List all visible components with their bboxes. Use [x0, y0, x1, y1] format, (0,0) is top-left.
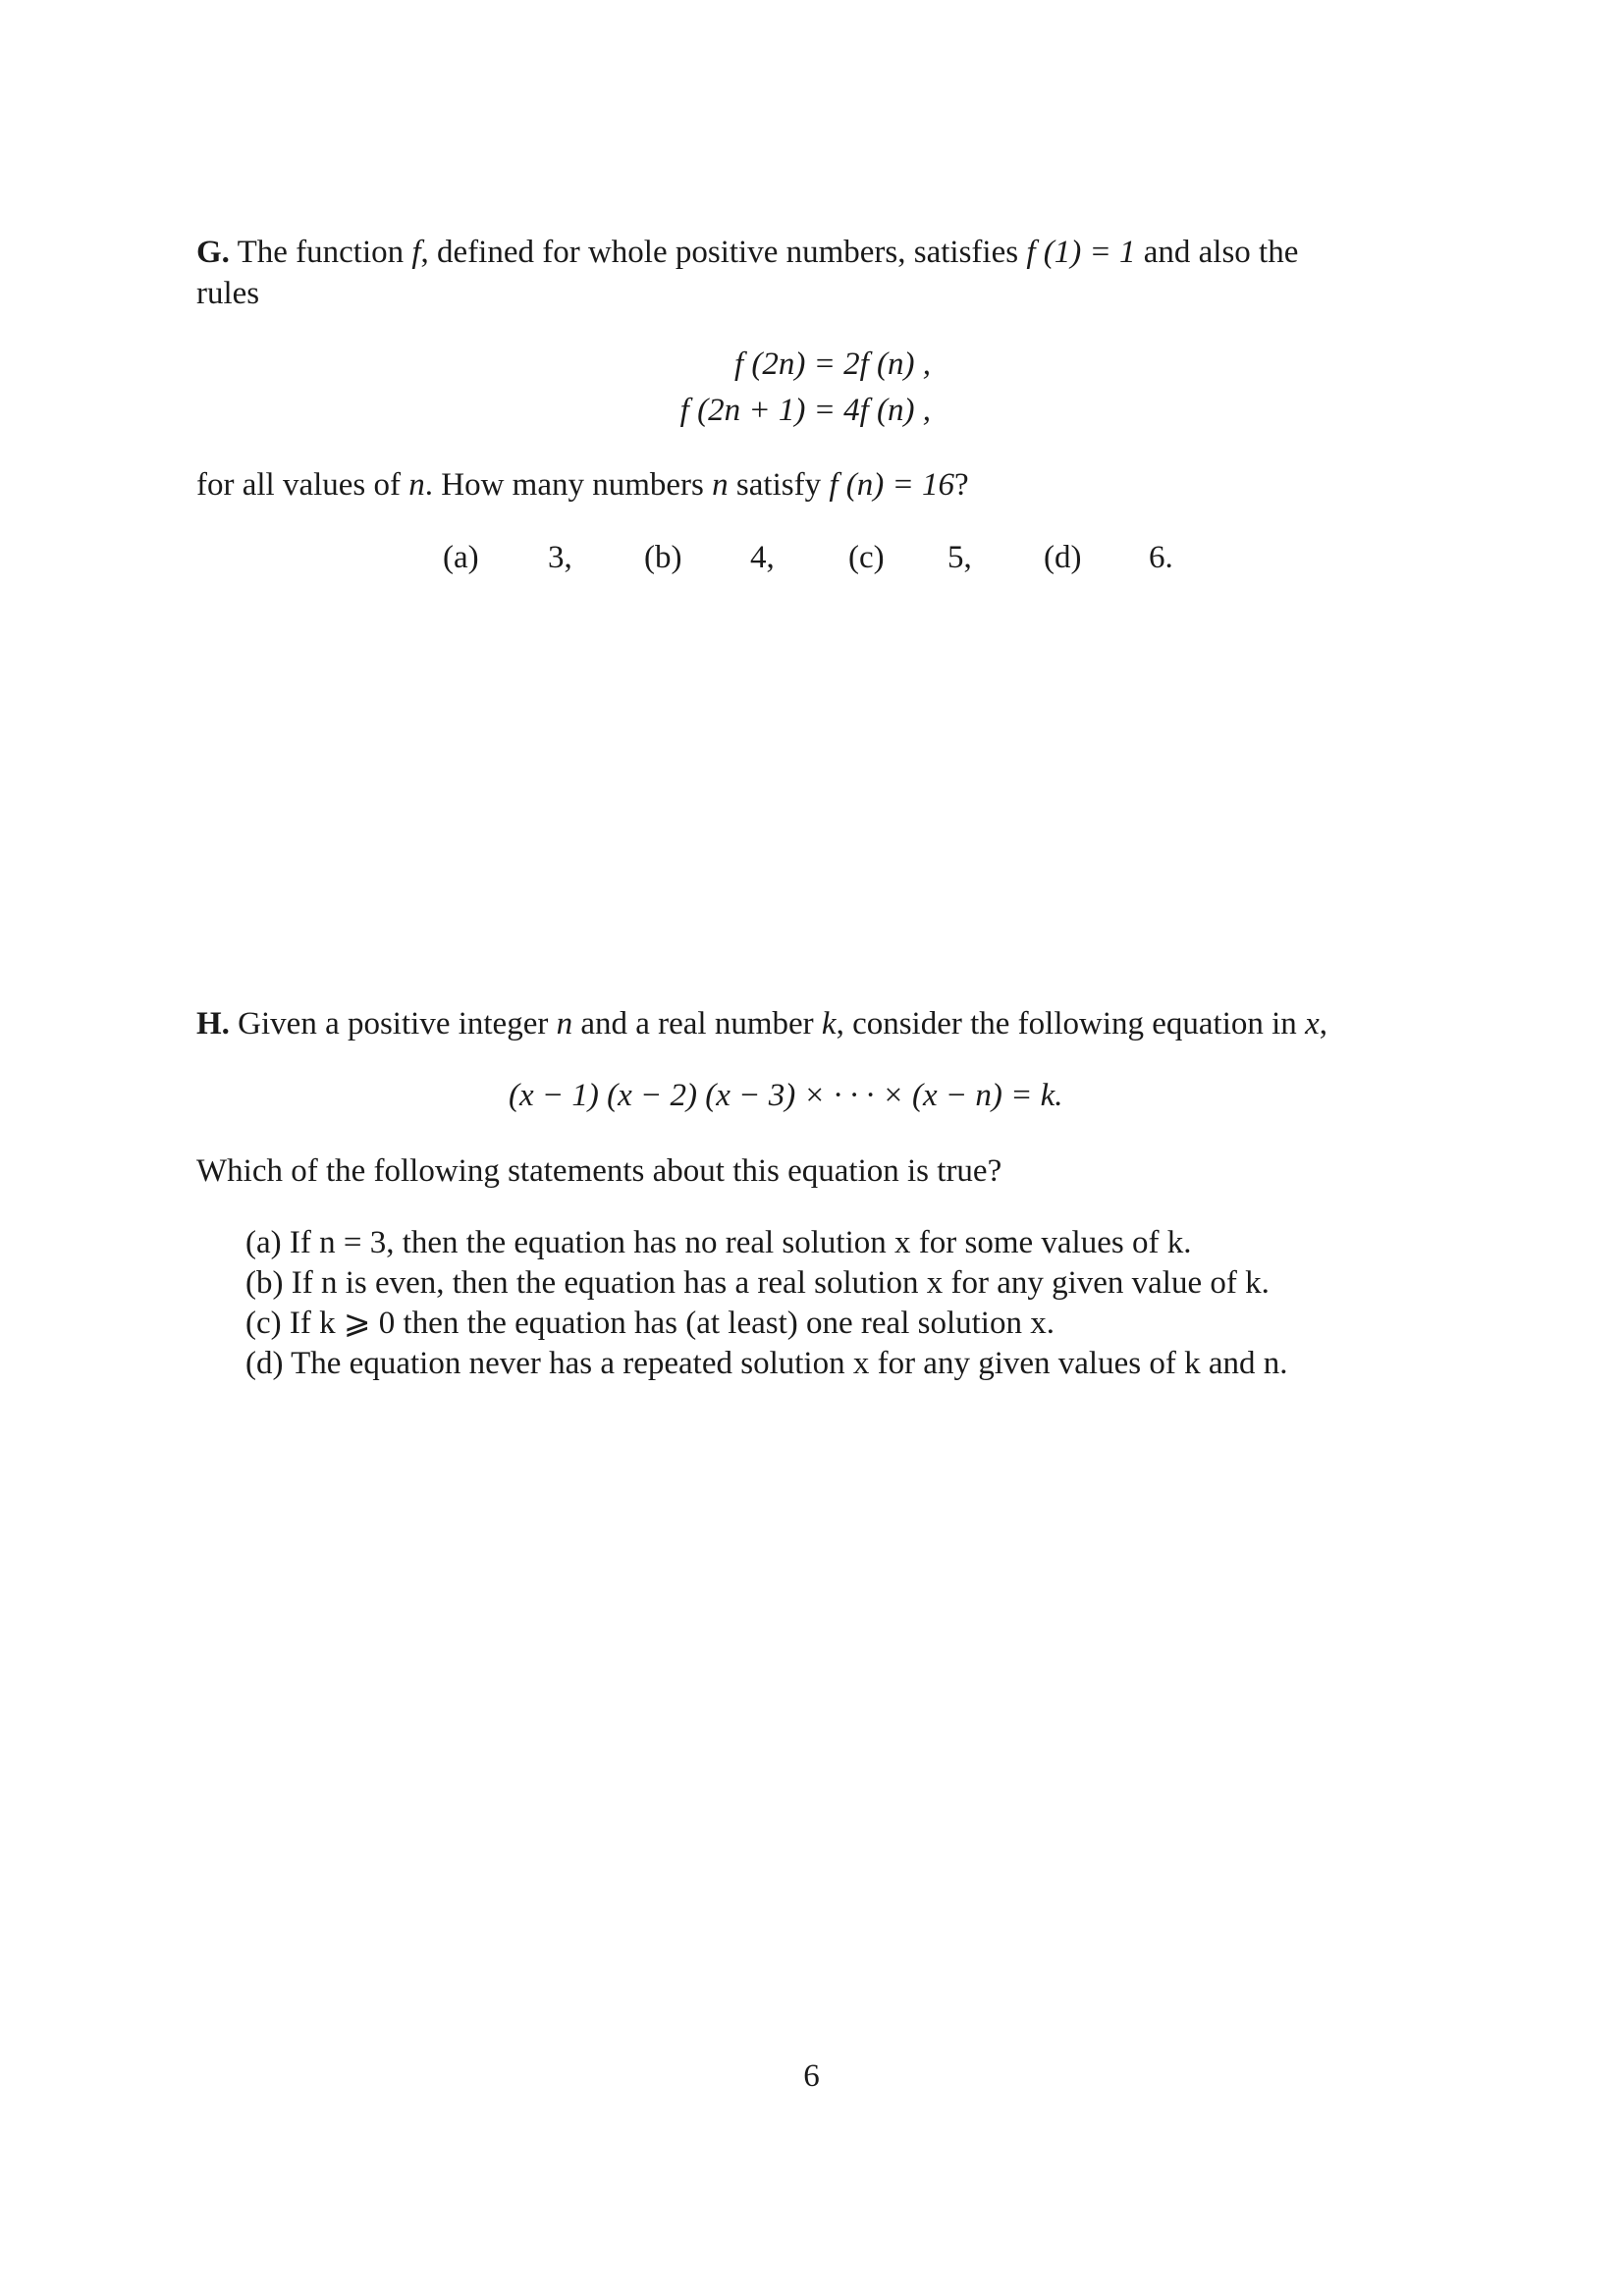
problem-g-initial-condition: f (1) = 1 — [1026, 235, 1136, 270]
problem-g-text: The function — [237, 235, 412, 270]
choice-b: (b) If n is even, then the equation has a real solution x for any given value of k. — [245, 1265, 1270, 1301]
problem-g-text: , defined for whole positive numbers, satisfies — [420, 235, 1027, 270]
problem-h-n: n — [556, 1006, 573, 1041]
problem-g-equation-1: f (2n) = 2f (n) , — [733, 347, 931, 382]
option-c-label: (c) — [848, 540, 885, 575]
problem-h-choices — [245, 1223, 1287, 1384]
problem-h-label: H. — [196, 1006, 230, 1041]
option-a-value: 3, — [548, 540, 572, 575]
problem-h-k: k — [821, 1006, 837, 1041]
problem-g-text: . How many numbers — [424, 467, 713, 503]
problem-h-equation: (x − 1) (x − 2) (x − 3) × · · · × (x − n) = k. — [509, 1078, 1063, 1113]
problem-g-target: f (n) = 16 — [829, 467, 954, 503]
choice-a: (a) If n = 3, then the equation has no real solution x for some values of k. — [245, 1225, 1192, 1260]
problem-h-intro — [196, 1003, 1327, 1044]
choice-d: (d) The equation never has a repeated solution x for any given values of k and n. — [245, 1346, 1288, 1381]
problem-h-question: Which of the following statements about this equation is true? — [196, 1153, 1002, 1189]
problem-g-text: satisfy — [728, 467, 830, 503]
problem-g-label: G. — [196, 235, 230, 270]
problem-g-n: n — [408, 467, 425, 503]
option-b-value: 4, — [750, 540, 775, 575]
problem-h-x: x — [1305, 1006, 1320, 1041]
option-d-label: (d) — [1044, 540, 1082, 575]
option-b-label: (b) — [644, 540, 682, 575]
problem-g-line-1 — [196, 232, 1298, 273]
problem-g-question — [196, 464, 969, 506]
problem-g-text: for all values of — [196, 467, 409, 503]
option-a-label: (a) — [443, 540, 479, 575]
page-number: 6 — [803, 2058, 820, 2094]
problem-h-text: , — [1319, 1006, 1327, 1041]
problem-g-text: ? — [954, 467, 969, 503]
problem-g-text: and also the — [1135, 235, 1299, 270]
problem-g-n: n — [712, 467, 729, 503]
problem-g-line-2: rules — [196, 276, 260, 311]
option-c-value: 5, — [947, 540, 972, 575]
problem-h-text: and a real number — [572, 1006, 822, 1041]
option-d-value: 6. — [1149, 540, 1173, 575]
problem-g-options — [0, 540, 1623, 581]
problem-g-equation-2: f (2n + 1) = 4f (n) , — [679, 393, 931, 428]
problem-h-text: , consider the following equation in — [836, 1006, 1306, 1041]
problem-g-f: f — [411, 235, 421, 270]
choice-c: (c) If k ⩾ 0 then the equation has (at least) one real solution x. — [245, 1306, 1055, 1341]
problem-h-text: Given a positive integer — [238, 1006, 557, 1041]
